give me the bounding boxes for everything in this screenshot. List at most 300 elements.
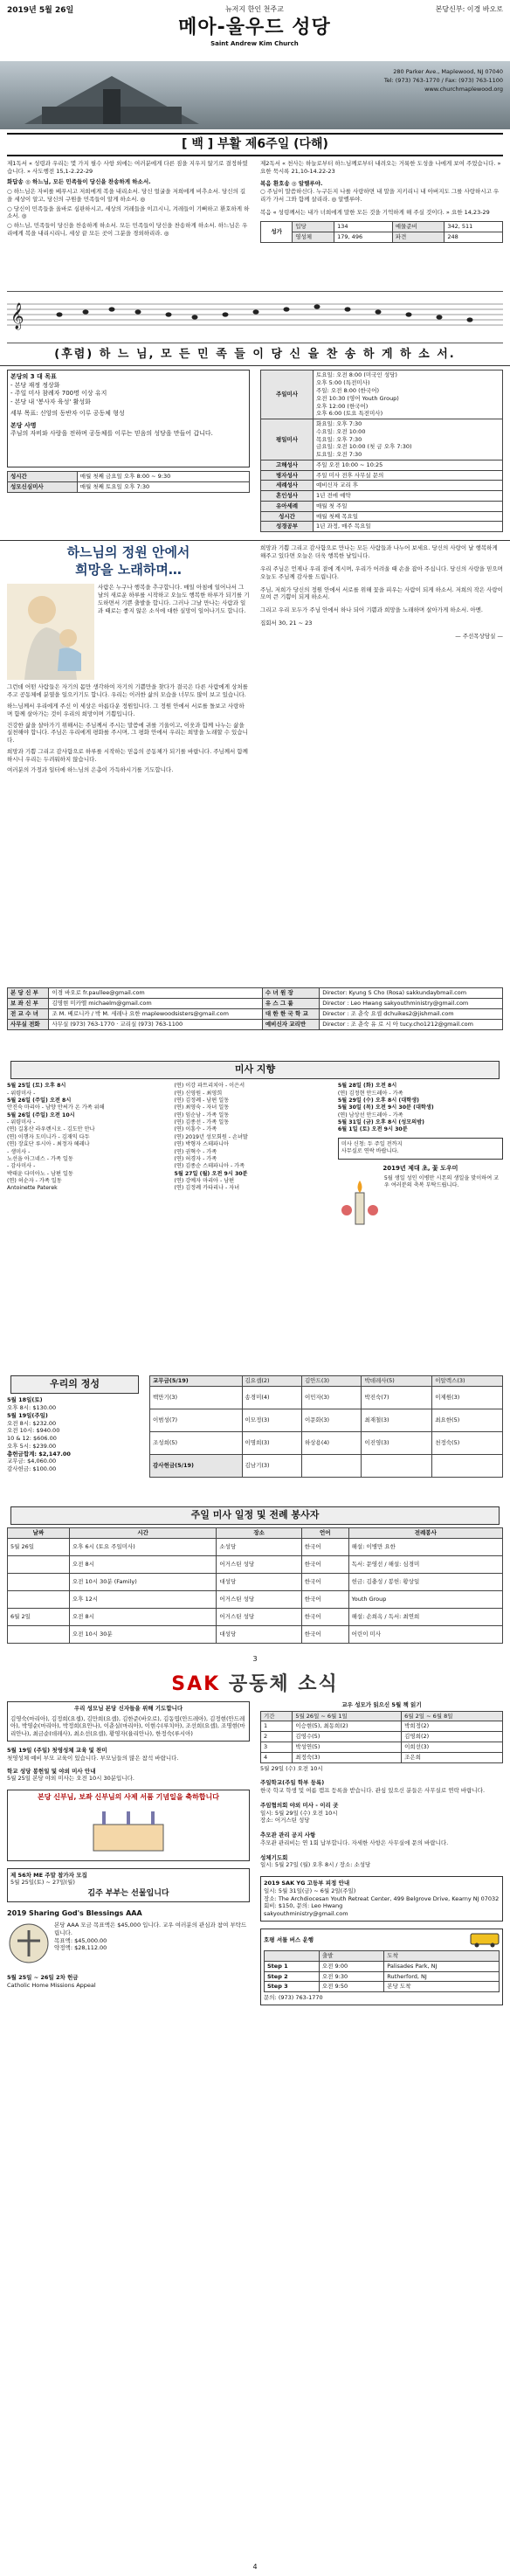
intentions-col-1: [7, 1083, 170, 1228]
shuttle-box: [260, 1929, 503, 2005]
picnic-place: 장소: 어거스틴 성당: [260, 1817, 310, 1825]
essay-paragraph: 그런데 어떤 사람들은 자기의 몸만 생각하여 자기의 기쁨만을 찾다가 결국은 다른 사람에게 상처를 주고 공동체에 분열을 일으키기도 합니다. 우리는 이러한 삶의 모습을 너무도 많이 보고 있습니다.: [7, 683, 248, 699]
essay-paragraph: 그리고 우리 모두가 주님 안에서 하나 되어 기쁨과 희망을 노래하며 살아가게 하소서. 아멘.: [260, 606, 483, 614]
weekly-head: 언어: [301, 1528, 348, 1539]
intention-line: (연) 이행자 도미니카 - 김재익 다두: [7, 1133, 90, 1140]
donor-cell: [302, 1455, 362, 1478]
schedule-label: 혼인성사: [261, 491, 314, 502]
notice-text: 5월 생일 성인 이병만 시몬의 생일을 맞이하여 교우 여러분의 축복 부탁드립니다.: [383, 1174, 500, 1189]
address-line: 280 Parker Ave., Maplewood, NJ 07040: [393, 68, 503, 75]
mass-time: 오후 5:00 (특전미사): [316, 379, 370, 387]
offering-label: 5월 18일(토): [7, 1396, 43, 1404]
staff-role: 본 당 신 부: [8, 988, 49, 999]
intention-line: 5월 27일 (월) 오전 9시 30분: [174, 1170, 248, 1177]
intention-line: 5월 30일 (목) 오전 9시 30분 (대학생): [337, 1104, 434, 1111]
intention-line: 5월 26일 (주일) 오전 8시: [7, 1098, 72, 1104]
reading-cell: 3: [261, 1742, 293, 1752]
weekly-cell: 헌금: 김충성 / 봉헌: 황상일: [348, 1574, 502, 1591]
intention-line: (연) 길홍산 라우렌시오 - 김도안 안나: [7, 1126, 95, 1133]
intention-line: (연) 2019년 성모회원 - 손녀딸: [174, 1133, 248, 1140]
staff-name: Director: Kyung S Cho (Rosa) sakkundaybmail.com: [320, 988, 503, 999]
hymn-communion-value: 179, 496: [334, 232, 393, 243]
essay-paragraph: 우리 주님은 언제나 우리 곁에 계시며, 우리가 어려울 때 손을 잡아 주십니다. 당신의 사랑을 믿으며 오늘도 주님께 감사를 드립니다.: [260, 564, 503, 580]
weekly-section: [0, 1506, 510, 1655]
staff-table: [7, 987, 503, 1029]
intention-line: 5월 31일 (금) 오후 8시 (성모의밤): [337, 1119, 424, 1126]
goals-title: 본당의 3 대 목표: [10, 373, 57, 381]
shuttle-header: [264, 1932, 500, 1948]
offering-section: [0, 1375, 510, 1506]
offering-total: $2,147.00: [38, 1450, 71, 1458]
staff-name: Director : 조 춘숙 요셉 dchuikes2@jishmail.com: [320, 1008, 503, 1019]
intention-line: Antoinette Paterek: [7, 1185, 58, 1192]
essay-paragraph: 희망과 기쁨 그리고 감사함으로 만나는 모든 사람들과 나누어 보세요. 당신의 사랑이 날 행복하게 해주고 있다면 오늘은 더욱 행복한 날입니다.: [260, 544, 498, 560]
prayer-title: 우리 성모님 본당 신자들을 위해 기도합니다: [73, 1704, 183, 1712]
sunday-school-title: 주일학교(주일 학부 등록): [260, 1779, 325, 1787]
essay-paragraph: 하느님께서 우리에게 주신 이 세상은 아름다운 정원입니다. 그 정원 안에서 서로를 돌보고 사랑하며 함께 살아가는 것이 우리의 희망이며 기쁨입니다.: [7, 702, 245, 717]
intention-line: 안진숙 마리아 - 남양 안씨가 온 가족 위해: [7, 1104, 105, 1111]
weekly-cell: 해설: 손희옥 / 독서: 최연희: [348, 1609, 502, 1626]
essay-paragraph: 사람은 누구나 행복을 추구합니다. 매일 아침에 일어나서 그 날의 새로운 하루를 시작하고 오늘도 행복한 하루가 되기를 기도하면서 기쁜 출발을 합니다. 그러나 그날 만나는 사람과 일과 때로는 좋지 않은 소식에 대한 실망이 일어나기도 합니다.: [98, 584, 250, 614]
offering-value: $232.00: [32, 1419, 57, 1427]
reading-cell: 2: [261, 1732, 293, 1742]
reading-cell: 김영수(5): [293, 1732, 402, 1742]
essay-paragraph: 여러분의 가정과 일터에 하느님의 은총이 가득하시기를 기도합니다.: [7, 766, 174, 774]
picnic-date: 일시: 5월 29일 (수) 오전 10시: [260, 1809, 338, 1817]
reading-cell: 5월 26일 ~ 6월 1일: [293, 1711, 402, 1721]
aaa-logo-icon: [7, 1922, 51, 1965]
offering-special-label: 교무금:: [7, 1458, 26, 1465]
hymn-recessional-label: 파견: [392, 232, 445, 243]
intention-line: (연) 김정현 안드레아 - 가족: [337, 1090, 403, 1097]
essay-left: [7, 544, 255, 984]
offering-label: 10 & 12:: [7, 1435, 31, 1443]
weekly-cell: 오후 6시 (토요 주일미사): [69, 1539, 216, 1556]
psalm-verse-3: ○ 하느님, 민족들이 당신을 찬송하게 하소서. 모든 민족들이 당신을 찬송하게 하소서. 하느님은 우리에게 복을 내리시리니, 세상 끝 모든 곳이 그분을 경외하리라. ◎: [7, 222, 248, 238]
intention-line: (연) 박형자 스테파니아: [174, 1141, 229, 1148]
school-title: 학교 성당 봉헌일 및 야외 미사 안내: [7, 1767, 96, 1775]
intention-line: (연) 장효단 루시아 - 최정자 헤레나: [7, 1141, 90, 1148]
weekly-cell: 한국어: [301, 1556, 348, 1574]
website-link[interactable]: www.churchmaplewood.org: [424, 85, 503, 93]
reading-table: [260, 1711, 503, 1763]
shuttle-cell: 오전 9:00: [319, 1961, 383, 1971]
intentions-col-3: [334, 1083, 503, 1228]
staff-name: 사무실 (973) 763-1770 · 교리실 (973) 763-1100: [49, 1019, 262, 1029]
retreat-title: 제 56차 ME 주말 참가자 모집: [10, 1871, 87, 1879]
goals-box: [7, 370, 250, 467]
reading-cell: 이승현(5), 최동희(2): [293, 1721, 402, 1732]
class-text: 첫영성체 예비 부모 교육이 있습니다. 부모님들의 많은 참석 바랍니다.: [7, 1754, 179, 1762]
schedule-section: [0, 365, 510, 540]
donor-cell: 이민자(3): [302, 1387, 362, 1409]
readings-right: [255, 160, 503, 287]
weekday-label: 평일미사: [261, 419, 314, 460]
aaa-text: 본당 AAA 모금 목표액은 $45,000 입니다. 교우 여러분의 관심과 참여 부탁드립니다.: [54, 1922, 247, 1936]
weekly-cell: 독서: 문영선 / 해설: 심경미: [348, 1556, 502, 1574]
weekly-cell: 어거스틴 성당: [217, 1591, 301, 1609]
mass-time: 오후 6:00 (토요 특전미사): [316, 410, 383, 418]
mass-schedule: [255, 370, 503, 537]
donor-cell: 박진숙(7): [362, 1387, 432, 1409]
hymn-offertory-value: 342, 511: [445, 222, 503, 232]
staff-name: 조 M. 베로니카 / 박 M. 세레나 요한 maplewoodsisters@gmail.com: [49, 1008, 262, 1019]
memorial-text: 추모관 관리비는 연 1회 납부합니다. 자세한 사항은 사무실에 문의 바랍니다.: [260, 1839, 449, 1846]
weekday-time: 토요일: 오전 7:30: [316, 451, 362, 459]
notice-body: [338, 1175, 503, 1228]
goal-item: - 주일 미사 참례자 700명 이상 유지: [10, 390, 107, 398]
weekly-cell: 대성당: [217, 1626, 301, 1644]
offering-label: 오후 5시:: [7, 1442, 31, 1450]
schedule-value: 매월 첫째 토요일 오후 7:30: [77, 482, 249, 493]
hymn-entrance-label: 입당: [293, 222, 334, 232]
donor-cell: 김남기(3): [242, 1455, 301, 1478]
hymn-table: [260, 221, 503, 243]
intention-line: - 생미사 -: [7, 1148, 31, 1155]
staff-name: 김명현 미카엘 michaelm@gmail.com: [49, 999, 262, 1009]
prayer-box: [7, 1701, 250, 1742]
offering-grid: [146, 1375, 503, 1506]
schedule-value: 매월 첫 주일: [314, 501, 503, 511]
alleluia-text: ○ 주님이 말씀하신다. 누구든지 나를 사랑하면 내 말을 지키리니 내 아버지도 그를 사랑하시고 우리가 가서 그와 함께 살리라. ◎ 알렐루야.: [260, 188, 500, 203]
intentions-title: 미사 지향: [10, 1061, 500, 1079]
hymn-communion-label: 영성체: [293, 232, 334, 243]
scripture-reference: 집회서 30, 21 ~ 23: [260, 619, 313, 627]
weekly-cell: 5월 26일: [8, 1539, 70, 1556]
intentions-columns: [7, 1083, 503, 1228]
shuttle-cell: 오전 9:50: [319, 1982, 383, 1992]
music-staff: [7, 291, 503, 343]
shuttle-cell: 오전 9:30: [319, 1971, 383, 1982]
staff-role: 전 교 수 녀: [8, 1008, 49, 1019]
reading-cell: 박희정(2): [402, 1721, 503, 1732]
intention-line: 5월 29일 (수) 오후 8시 (대학생): [337, 1098, 419, 1104]
donor-cell: 이문화(3): [302, 1409, 362, 1432]
essay-title-line-2: 희망을 노래하며…: [75, 561, 182, 578]
essay-section: [0, 540, 510, 987]
church-photo: [0, 61, 510, 129]
ordination-box: [7, 1790, 250, 1861]
schedule-label: 병자성사: [261, 470, 314, 481]
readings-left: [7, 160, 255, 287]
staff-name: 이경 바오로 fr.paullee@gmail.com: [49, 988, 262, 999]
phone-line: Tel: (973) 763-1770 / Fax: (973) 763-1100: [383, 76, 503, 84]
staff-role: 유 스 그 룹: [262, 999, 319, 1009]
offering-special: $4,060.00: [27, 1458, 57, 1465]
donor-cell: 이진영(3): [362, 1432, 432, 1455]
essay-signoff: — 주선목상담실 —: [455, 632, 503, 640]
weekly-cell: 한국어: [301, 1609, 348, 1626]
alleluia-title: 복음 환호송 ◎ 알렐루야.: [260, 180, 323, 188]
second-collection-name: Catholic Home Missions Appeal: [7, 1981, 96, 1989]
intention-line: (연) 임순남 - 가족 일동: [174, 1111, 230, 1118]
intention-line: (연) 권혁수 - 가족: [174, 1148, 217, 1155]
sak-section: [0, 1698, 510, 2484]
weekly-cell: 한국어: [301, 1591, 348, 1609]
pastor-line: 본당신부: 이경 바오로: [435, 5, 503, 13]
offering-value: $130.00: [32, 1404, 57, 1412]
weekly-cell: [8, 1556, 70, 1574]
weekly-cell: 한국어: [301, 1626, 348, 1644]
weekly-cell: [8, 1574, 70, 1591]
weekly-cell: 소성당: [217, 1539, 301, 1556]
mass-time: 주일: 오전 8:00 (한국어): [316, 386, 380, 394]
offering-summary: [7, 1375, 146, 1506]
essay-paragraph: 주님, 저희가 당신의 정원 안에서 서로를 위해 꽃을 피우는 사람이 되게 하소서. 저희의 작은 사랑이 모여 큰 기쁨이 되게 하소서.: [260, 585, 503, 601]
offering-value: $239.00: [32, 1442, 57, 1450]
shuttle-title: 호평 셔틀 버스 운행: [264, 1935, 314, 1943]
donor-cell: 김요셉(2): [242, 1376, 301, 1387]
readings: [0, 156, 510, 287]
retreat-box: [7, 1868, 250, 1903]
intention-line: 노선을 아그네스 - 가족 일동: [7, 1155, 73, 1162]
memorial-title: 추모관 관리 공지 사항: [260, 1832, 316, 1839]
donor-cell: 백만기(3): [150, 1387, 243, 1409]
offering-total-label: 총헌금합계:: [7, 1450, 37, 1458]
weekly-cell: 한국어: [301, 1539, 348, 1556]
reading-table-title: 교우 성모가 읽으신 5월 책 읽기: [341, 1700, 422, 1708]
reading-cell: 박성연(5): [293, 1742, 402, 1752]
school-text: 5월 25일 본당 야외 미사는 오전 10시 30분입니다.: [7, 1775, 134, 1783]
weekly-cell: 어린이 미사: [348, 1626, 502, 1644]
staff-role: 수 녀 원 장: [262, 988, 319, 999]
intention-line: 5월 28일 (화) 오전 8시: [337, 1083, 397, 1090]
flower-candle-icon: [338, 1175, 382, 1228]
parish-goals: [7, 370, 255, 537]
weekly-cell: 6월 2일: [8, 1609, 70, 1626]
reading-cell: 조은희: [402, 1752, 503, 1762]
donor-cell: 최요한(5): [432, 1409, 503, 1432]
intention-line: (연) 신영원 - 최영희: [174, 1090, 223, 1097]
weekly-cell: [8, 1591, 70, 1609]
mass-time: 토요일: 오전 8:00 (미국인 성당): [316, 371, 397, 379]
sak-title: [0, 1672, 510, 1698]
psalm-response: 화답송 ◎ 하느님, 모든 민족들이 당신을 찬송하게 하소서.: [7, 178, 151, 186]
weekday-time: 화요일: 오후 7:30: [316, 420, 362, 428]
intention-line: (연) 이흥수 - 가족: [174, 1126, 217, 1133]
goal-item: - 본당 재정 정상화: [10, 381, 60, 389]
staff-role: 보 좌 신 부: [8, 999, 49, 1009]
celebration-cake-icon: [41, 1803, 216, 1855]
logo-main: 메아-울우드 성당: [178, 16, 331, 38]
schedule-label: 성시간: [261, 511, 314, 522]
page-number: 3: [252, 1655, 258, 1664]
svg-text:𝄞: 𝄞: [10, 302, 24, 329]
music-notes-icon: [7, 292, 503, 343]
schedule-label: 성시간: [8, 472, 78, 482]
weekly-cell: 오전 10시 30분: [69, 1626, 216, 1644]
weekly-cell: 오전 10시 30분 (Family): [69, 1574, 216, 1591]
shuttle-cell: Step 1: [265, 1961, 320, 1971]
schedule-value: 예비신자 교리 후: [314, 481, 503, 491]
logo-top: 뉴저지 한인 천주교: [224, 5, 284, 13]
weekly-title: 주일 미사 일정 및 전례 봉사자: [10, 1506, 500, 1525]
offering-thanks-label: 감사헌금:: [7, 1465, 31, 1473]
weekly-cell: 오전 8시: [69, 1556, 216, 1574]
notice-title: 2019년 제대 초, 꽃 도우미: [382, 1164, 458, 1172]
intention-note: 사무실로 연락 바랍니다.: [341, 1148, 399, 1155]
shuttle-cell: Rutherford, NJ: [384, 1971, 500, 1982]
intention-line: (연) 허순자 - 가족 일동: [7, 1177, 62, 1184]
church-building-icon: [16, 72, 208, 124]
bulletin-date: 2019년 5월 26일: [7, 6, 74, 15]
aaa-title: 2019 Sharing God's Blessings AAA: [7, 1909, 142, 1918]
intention-note: 미사 신청: 두 주일 전까지: [341, 1140, 403, 1147]
donor-cell: 이모정(3): [242, 1409, 301, 1432]
donor-cell: 최재철(3): [362, 1409, 432, 1432]
intention-line: 6월 1일 (토) 오전 9시 30분: [337, 1126, 408, 1133]
weekday-time: 금요일: 오전 10:00 (첫 금 오후 7:30): [316, 443, 412, 451]
sak-title-a: SAK: [171, 1673, 221, 1696]
schedule-label: 유아세례: [261, 501, 314, 511]
sak-right: [255, 1701, 503, 2481]
intention-line: - 위령미사 -: [7, 1119, 36, 1126]
donor-cell: 이알렉스(3): [432, 1376, 503, 1387]
schedule-label: 고해성사: [261, 460, 314, 470]
donor-cell: 하상용(4): [302, 1432, 362, 1455]
offering-list: [7, 1396, 142, 1473]
weekday-time: 수요일: 오전 10:00: [316, 427, 366, 435]
shuttle-contact: 문의: (973) 763-1770: [264, 1994, 323, 2002]
intention-line: 박태윤 다미아노 - 남편 일동: [7, 1170, 73, 1177]
donor-cell: 박데레사(5): [362, 1376, 432, 1387]
retreat-text: 김주 부부는 선물입니다: [87, 1889, 169, 1899]
second-collection: [7, 1974, 250, 1990]
offering-label: 오전 10시:: [7, 1427, 35, 1435]
weekday-time: 목요일: 오후 7:30: [316, 435, 362, 443]
offering-label: 오후 8시:: [7, 1404, 31, 1412]
weekly-cell: 어거스틴 성당: [217, 1556, 301, 1574]
reading-cell: 기간: [261, 1711, 293, 1721]
schedule-label: 성경공부: [261, 522, 314, 532]
first-reading: 제1독서 « 성령과 우리는 몇 가지 필수 사항 외에는 여러분에게 다른 짐을 지우지 않기로 결정하였습니다. » 사도행전 15,1-2.22-29: [7, 159, 248, 175]
intention-line: (연) 남상선 안드레아 - 가족: [337, 1111, 403, 1118]
intentions-section: [0, 1061, 510, 1375]
weekly-head: 시간: [69, 1528, 216, 1539]
staff-name: Director : Leo Hwang sakyouthministry@gmail.com: [320, 999, 503, 1009]
logo-sub: Saint Andrew Kim Church: [210, 40, 299, 48]
mass-time: 오전 10:30 (영어 Youth Group): [316, 394, 399, 402]
reading-cell: 최정숙(3): [293, 1752, 402, 1762]
schedule-value: 매월 첫째 목요일: [314, 511, 503, 522]
sak-left: [7, 1701, 255, 2481]
weekly-cell: 어거스틴 성당: [217, 1609, 301, 1626]
adoration-title: 성체기도회: [260, 1853, 288, 1861]
donor-cell: [362, 1455, 432, 1478]
psalm-verse-1: ○ 하느님은 자비를 베푸시고 저희에게 복을 내리소서. 당신 얼굴을 저희에게 비추소서. 당신의 길을 세상이 알고, 당신의 구원을 민족들이 알게 하소서. ◎: [7, 188, 246, 203]
youth-retreat-place: 장소: The Archdiocesan Youth Retreat Center, 499 Belgrove Drive, Kearny NJ 07032: [264, 1894, 500, 1902]
goal-note: 세부 목표: 신앙의 동반자 이루 공동체 형성: [10, 410, 125, 418]
reading-cell: 김영희(2): [402, 1732, 503, 1742]
donor-cell: [432, 1455, 503, 1478]
aaa-body: [7, 1922, 250, 1965]
essay-right: [255, 544, 503, 984]
intention-line: (연) 강예자 마리아 - 남편: [174, 1177, 235, 1184]
weekly-cell: [8, 1626, 70, 1644]
shuttle-table: [264, 1950, 500, 1992]
mission-title: 본당 사명: [10, 421, 37, 429]
mass-time: 오후 12:00 (한국어): [316, 402, 369, 410]
essay-title-line-1: 하느님의 정원 안에서: [66, 544, 190, 561]
weekly-cell: 해설: 이병만 요한: [348, 1539, 502, 1556]
weekly-cell: 한국어: [301, 1574, 348, 1591]
page-number: 4: [252, 2563, 258, 2572]
intention-line: (연) 최영숙 - 자녀 일동: [174, 1104, 230, 1111]
church-address: [384, 68, 503, 93]
weekly-table: [7, 1527, 503, 1644]
ordination-title: 본당 신부님, 보좌 신부님의 사제 서품 기념일을 축하합니다: [37, 1793, 219, 1802]
weekly-cell: 대성당: [217, 1574, 301, 1591]
schedule-value: 1년 전에 예약: [314, 491, 503, 502]
essay-paragraph: 건강한 삶을 살아가기 위해서는 주님께서 주시는 말씀에 귀를 기울이고, 이웃과 함께 나누는 삶을 실천해야 합니다. 주님은 우리에게 평화를 주시며, 그 평화 안에서 우리는 희망을 노래할 수 있습니다.: [7, 721, 248, 744]
hymn-recessional-value: 248: [445, 232, 503, 243]
youth-retreat-email[interactable]: sakyouthministry@gmail.com: [264, 1910, 348, 1918]
donor-cell: 송경미(4): [242, 1387, 301, 1409]
offering-value: $606.00: [33, 1435, 57, 1443]
donor-table: [149, 1375, 503, 1478]
aaa-pledged: 약정액: $28,112.00: [54, 1944, 107, 1952]
offering-value: $940.00: [36, 1427, 60, 1435]
aaa-box: [7, 1909, 250, 1965]
class-title: 5월 19일 (주일) 첫영성체 교육 및 찬미: [7, 1746, 107, 1754]
bus-icon: [470, 1932, 500, 1948]
youth-retreat-title: 2019 SAK YG 고등부 피정 안내: [264, 1880, 350, 1887]
picnic-title: 주임협의회 야외 미사 - 이리 곳: [260, 1801, 339, 1809]
schedule-value: 주일 미사 전후 사무실 문의: [314, 470, 503, 481]
liturgy-title: [ 백 ] 부활 제6주일 (다해): [7, 133, 503, 156]
bulletin-header: [0, 0, 510, 61]
reading-cell: 이희선(3): [402, 1742, 503, 1752]
aaa-text-wrap: [51, 1922, 250, 1965]
donor-cell: 천정숙(5): [432, 1432, 503, 1455]
intentions-col-2: [170, 1083, 334, 1228]
weekly-cell: 오전 8시: [69, 1609, 216, 1626]
donor-cell: 조성희(5): [150, 1432, 243, 1455]
reading-cell: 4: [261, 1752, 293, 1762]
prayer-text: 김영숙(마리아), 김정희(요셉), 김만희(요셉), 김한준(바오로), 김동엽(안드레아), 김정현(안드레아), 박영순(마리아), 박정희(요안나), 이춘실(마리아), 이현수(루치아), 조선희(요셉), 조명현(마리안나), 최금순(데레사), 최소선(요셉), 황영자(율리안나), 한정숙(루시아): [10, 1714, 245, 1738]
essay-intro: [7, 584, 250, 680]
reading-cell: 6월 2일 ~ 6월 8일: [402, 1711, 503, 1721]
sunday-school-text: 한국 학교 학생 및 여름 캠프 등록을 받습니다. 관심 있으신 분들은 사무실로 연락 바랍니다.: [260, 1787, 486, 1795]
schedule-value: 1년 과정, 매주 목요일: [314, 522, 503, 532]
shuttle-cell: 출발: [319, 1951, 383, 1962]
donor-cell: 이명희(3): [242, 1432, 301, 1455]
intention-line: (연) 김종순 스테파니아 - 가족: [174, 1163, 245, 1170]
retreat-date: 5월 25일(토) ~ 27일(월): [10, 1879, 75, 1887]
weekly-head: 장소: [217, 1528, 301, 1539]
church-logo: [178, 5, 331, 49]
adoration-text: 일시: 5월 27일 (월) 오후 8시 / 장소: 소성당: [260, 1861, 371, 1869]
intention-line: (연) 이강 파트리치아 - 이은서: [174, 1083, 245, 1090]
donor-cell: 김안드(3): [302, 1376, 362, 1387]
schedule-label: 세례성사: [261, 481, 314, 491]
gospel: 복음 « 성령께서는 내가 너희에게 말한 모든 것을 기억하게 해 주실 것이다. » 요한 14,23-29: [260, 208, 490, 216]
reading-note: 5월 29일 (수) 오전 10시: [260, 1764, 323, 1772]
shuttle-cell: Palisades Park, NJ: [384, 1961, 500, 1971]
youth-retreat-box: [260, 1876, 503, 1922]
intention-line: (연) 김종선 - 가족 일동: [174, 1119, 230, 1126]
intention-line: - 감사미사 -: [7, 1163, 36, 1170]
goal-item: - 본당 내 '봉사자 육성' 활성화: [10, 398, 91, 405]
aaa-goal: 목표액: $45,000.00: [54, 1936, 107, 1944]
mission-text: 주님의 자비와 사랑을 전하며 공동체를 이루는 믿음의 성당을 만들어 갑니다.: [10, 430, 213, 438]
shuttle-cell: 본당 도착: [384, 1982, 500, 1992]
psalm-verse-2: ○ 당신이 민족들을 올바로 심판하시고, 세상의 겨레들을 이끄시니, 겨레들이 기뻐하고 환호하게 하소서. ◎: [7, 204, 250, 220]
second-reading: 제2독서 « 천사는 하늘로부터 하느님께로부터 내려오는 거룩한 도성을 나에게 보여 주었습니다. » 요한 묵시록 21,10-14.22-23: [260, 159, 501, 175]
donor-cell: 감사헌금(5/19): [150, 1455, 243, 1478]
refrain-lyric: (후렴) 하 느 님, 모 든 민 족 들 이 당 신 을 찬 송 하 게 하 소 서.: [54, 347, 456, 361]
essay-paragraph: 희망과 기쁨 그리고 감사함으로 하루를 시작하는 믿음의 공동체가 되기를 바랍니다. 주님께서 함께 하시니 우리는 두려워하지 않습니다.: [7, 747, 248, 763]
